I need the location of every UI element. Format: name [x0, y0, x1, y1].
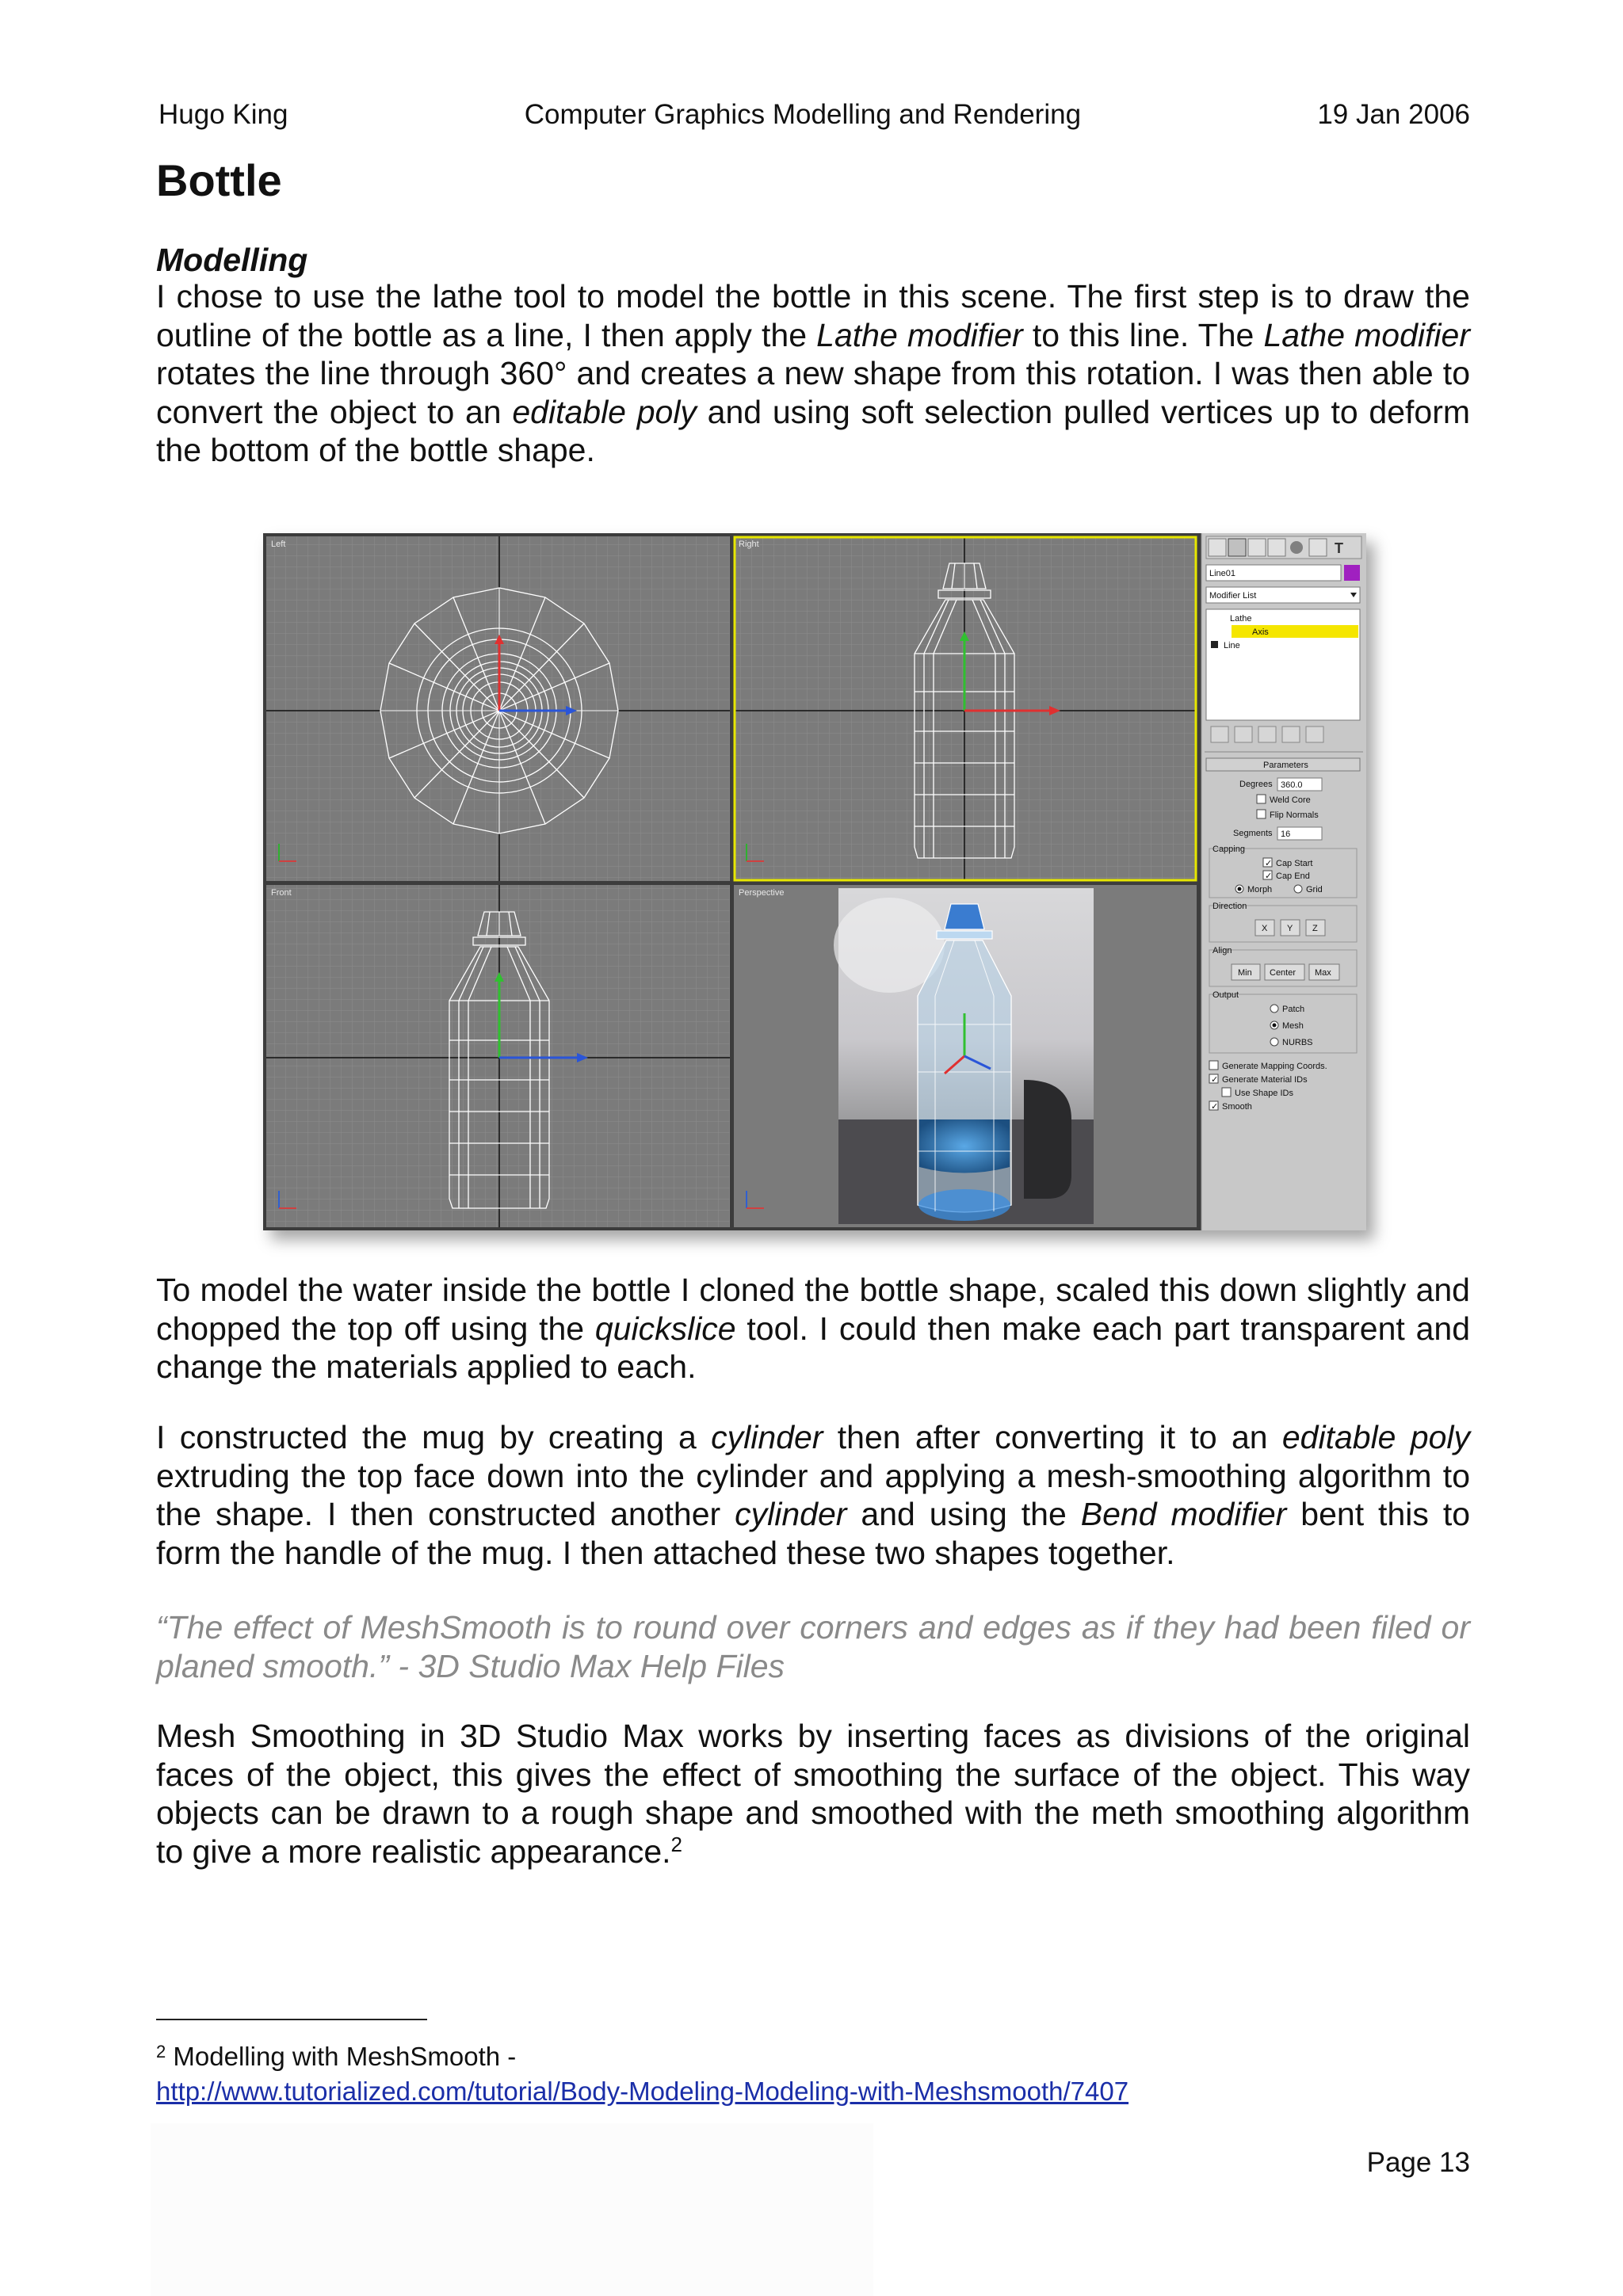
utilities-tab-icon[interactable]: [1309, 539, 1327, 556]
cap-start-label: Cap Start: [1276, 859, 1313, 868]
nurbs-label: NURBS: [1282, 1038, 1313, 1047]
stack-item-lathe: Lathe: [1230, 614, 1252, 624]
use-shape-ids-checkbox[interactable]: [1222, 1088, 1231, 1097]
viewport-front[interactable]: [266, 885, 730, 1227]
viewport-perspective[interactable]: [734, 885, 1197, 1227]
svg-text:Center: Center: [1270, 968, 1296, 978]
footnote-link[interactable]: http://www.tutorialized.com/tutorial/Body-Modeling-Modeling-with-Meshsmooth/7407: [156, 2077, 1129, 2106]
modify-tab-icon[interactable]: [1228, 539, 1246, 556]
paragraph-water: To model the water inside the bottle I cloned the bottle shape, scaled this down slightly and chopped the top off using the quickslice tool. I could then make each part transparent and change the materials applied to each.: [156, 1272, 1470, 1385]
object-color-swatch[interactable]: [1344, 565, 1360, 581]
stack-item-line: Line: [1224, 641, 1240, 650]
footnote: [156, 2039, 1470, 2109]
footnote-number: 2: [156, 2042, 166, 2061]
section-heading: Modelling: [156, 242, 308, 278]
segments-value: 16: [1281, 830, 1291, 839]
morph-label: Morph: [1247, 885, 1273, 894]
hammer-icon: T: [1335, 540, 1343, 556]
capping-label: Capping: [1212, 845, 1245, 854]
svg-text:Y: Y: [1287, 924, 1293, 933]
degrees-value: 360.0: [1281, 780, 1303, 790]
hierarchy-tab-icon[interactable]: [1248, 539, 1266, 556]
stack-expand-icon: [1211, 641, 1218, 648]
viewport-right[interactable]: [734, 536, 1197, 881]
viewport-top-label: Left: [271, 540, 286, 549]
create-tab-icon[interactable]: [1209, 539, 1226, 556]
page-header: [156, 95, 1470, 135]
svg-text:✓: ✓: [1265, 859, 1273, 868]
paragraph-mug: I constructed the mug by creating a cylinder then after converting it to an editable poly extruding the top face down into the cylinder and applying a mesh-smoothing algorithm to the shape. I then constructed another cylinder and using the Bend modifier bent this to form the handle of the mug. I then attached these two shapes together.: [156, 1419, 1471, 1571]
footnote-reference[interactable]: 2: [670, 1832, 682, 1856]
gen-mapping-checkbox[interactable]: [1209, 1061, 1218, 1070]
viewport-front-label: Front: [271, 888, 292, 898]
display-tab-icon[interactable]: [1290, 541, 1303, 554]
header-date: 19 Jan 2006: [1317, 99, 1470, 130]
footnote-text: Modelling with MeshSmooth -: [173, 2042, 517, 2071]
svg-text:Z: Z: [1312, 924, 1318, 933]
parameters-title: Parameters: [1263, 761, 1308, 770]
svg-text:X: X: [1262, 924, 1268, 933]
object-name-value: Line01: [1209, 569, 1236, 578]
header-course: Computer Graphics Modelling and Rendering: [524, 99, 1082, 130]
page-title: Bottle: [156, 155, 282, 205]
viewport-top[interactable]: [266, 536, 730, 881]
max-screenshot: [263, 533, 1366, 1230]
header-author: Hugo King: [158, 99, 288, 130]
viewport-perspective-label: Perspective: [739, 888, 785, 898]
patch-label: Patch: [1282, 1005, 1305, 1014]
grid-radio[interactable]: [1294, 885, 1302, 893]
flip-normals-checkbox[interactable]: [1257, 810, 1266, 818]
stack-item-axis-highlight[interactable]: [1232, 625, 1358, 638]
gen-material-label: Generate Material IDs: [1222, 1075, 1308, 1085]
flip-normals-label: Flip Normals: [1270, 810, 1319, 820]
grid-label: Grid: [1306, 885, 1323, 894]
stack-item-axis: Axis: [1252, 627, 1269, 637]
panel-tabs[interactable]: [1206, 536, 1361, 559]
svg-text:✓: ✓: [1211, 1075, 1219, 1085]
svg-text:Max: Max: [1315, 968, 1331, 978]
modifier-list-label: Modifier List: [1209, 591, 1257, 601]
output-label: Output: [1212, 990, 1239, 1000]
meshsmooth-quote: “The effect of MeshSmooth is to round over corners and edges as if they had been filed or planed smooth.” - 3D Studio Max Help Files: [156, 1609, 1470, 1684]
segments-label: Segments: [1233, 829, 1273, 838]
weld-core-label: Weld Core: [1270, 795, 1311, 805]
patch-radio[interactable]: [1270, 1005, 1278, 1013]
cap-end-label: Cap End: [1276, 871, 1310, 881]
motion-tab-icon[interactable]: [1268, 539, 1285, 556]
paragraph-lathe: I chose to use the lathe tool to model the bottle in this scene. The first step is to draw the outline of the bottle as a line, I then apply the Lathe modifier to this line. The Lathe modifier rotates the line through 360° and creates a new shape from this rotation. I was then able to convert the object to an editable poly and using soft selection pulled vertices up to deform the bottom of the bottle shape.: [156, 278, 1471, 468]
svg-text:✓: ✓: [1211, 1102, 1219, 1112]
svg-text:✓: ✓: [1265, 871, 1273, 881]
weld-core-checkbox[interactable]: [1257, 795, 1266, 803]
align-label: Align: [1212, 946, 1232, 955]
nurbs-radio[interactable]: [1270, 1038, 1278, 1046]
page-number: Page 13: [1366, 2147, 1470, 2178]
use-shape-ids-label: Use Shape IDs: [1235, 1089, 1293, 1098]
command-panel: [1201, 533, 1366, 1230]
gen-mapping-label: Generate Mapping Coords.: [1222, 1062, 1327, 1071]
smooth-label: Smooth: [1222, 1102, 1252, 1112]
paragraph-meshsmooth: Mesh Smoothing in 3D Studio Max works by inserting faces as divisions of the original faces of the object, this gives the effect of smoothing the surface of the object. This way objects can be drawn to a rough shape and smoothed with the meth smoothing algorithm to give a more realistic appearance.$^2$: [156, 1718, 1470, 1870]
svg-text:Min: Min: [1238, 968, 1252, 978]
viewport-right-label: Right: [739, 540, 759, 549]
page-background-tint: [151, 2123, 873, 2296]
direction-label: Direction: [1212, 902, 1247, 911]
degrees-label: Degrees: [1239, 780, 1273, 789]
mesh-label: Mesh: [1282, 1021, 1304, 1031]
footnote-divider: [156, 2019, 427, 2020]
stack-toolbar[interactable]: [1211, 727, 1323, 742]
